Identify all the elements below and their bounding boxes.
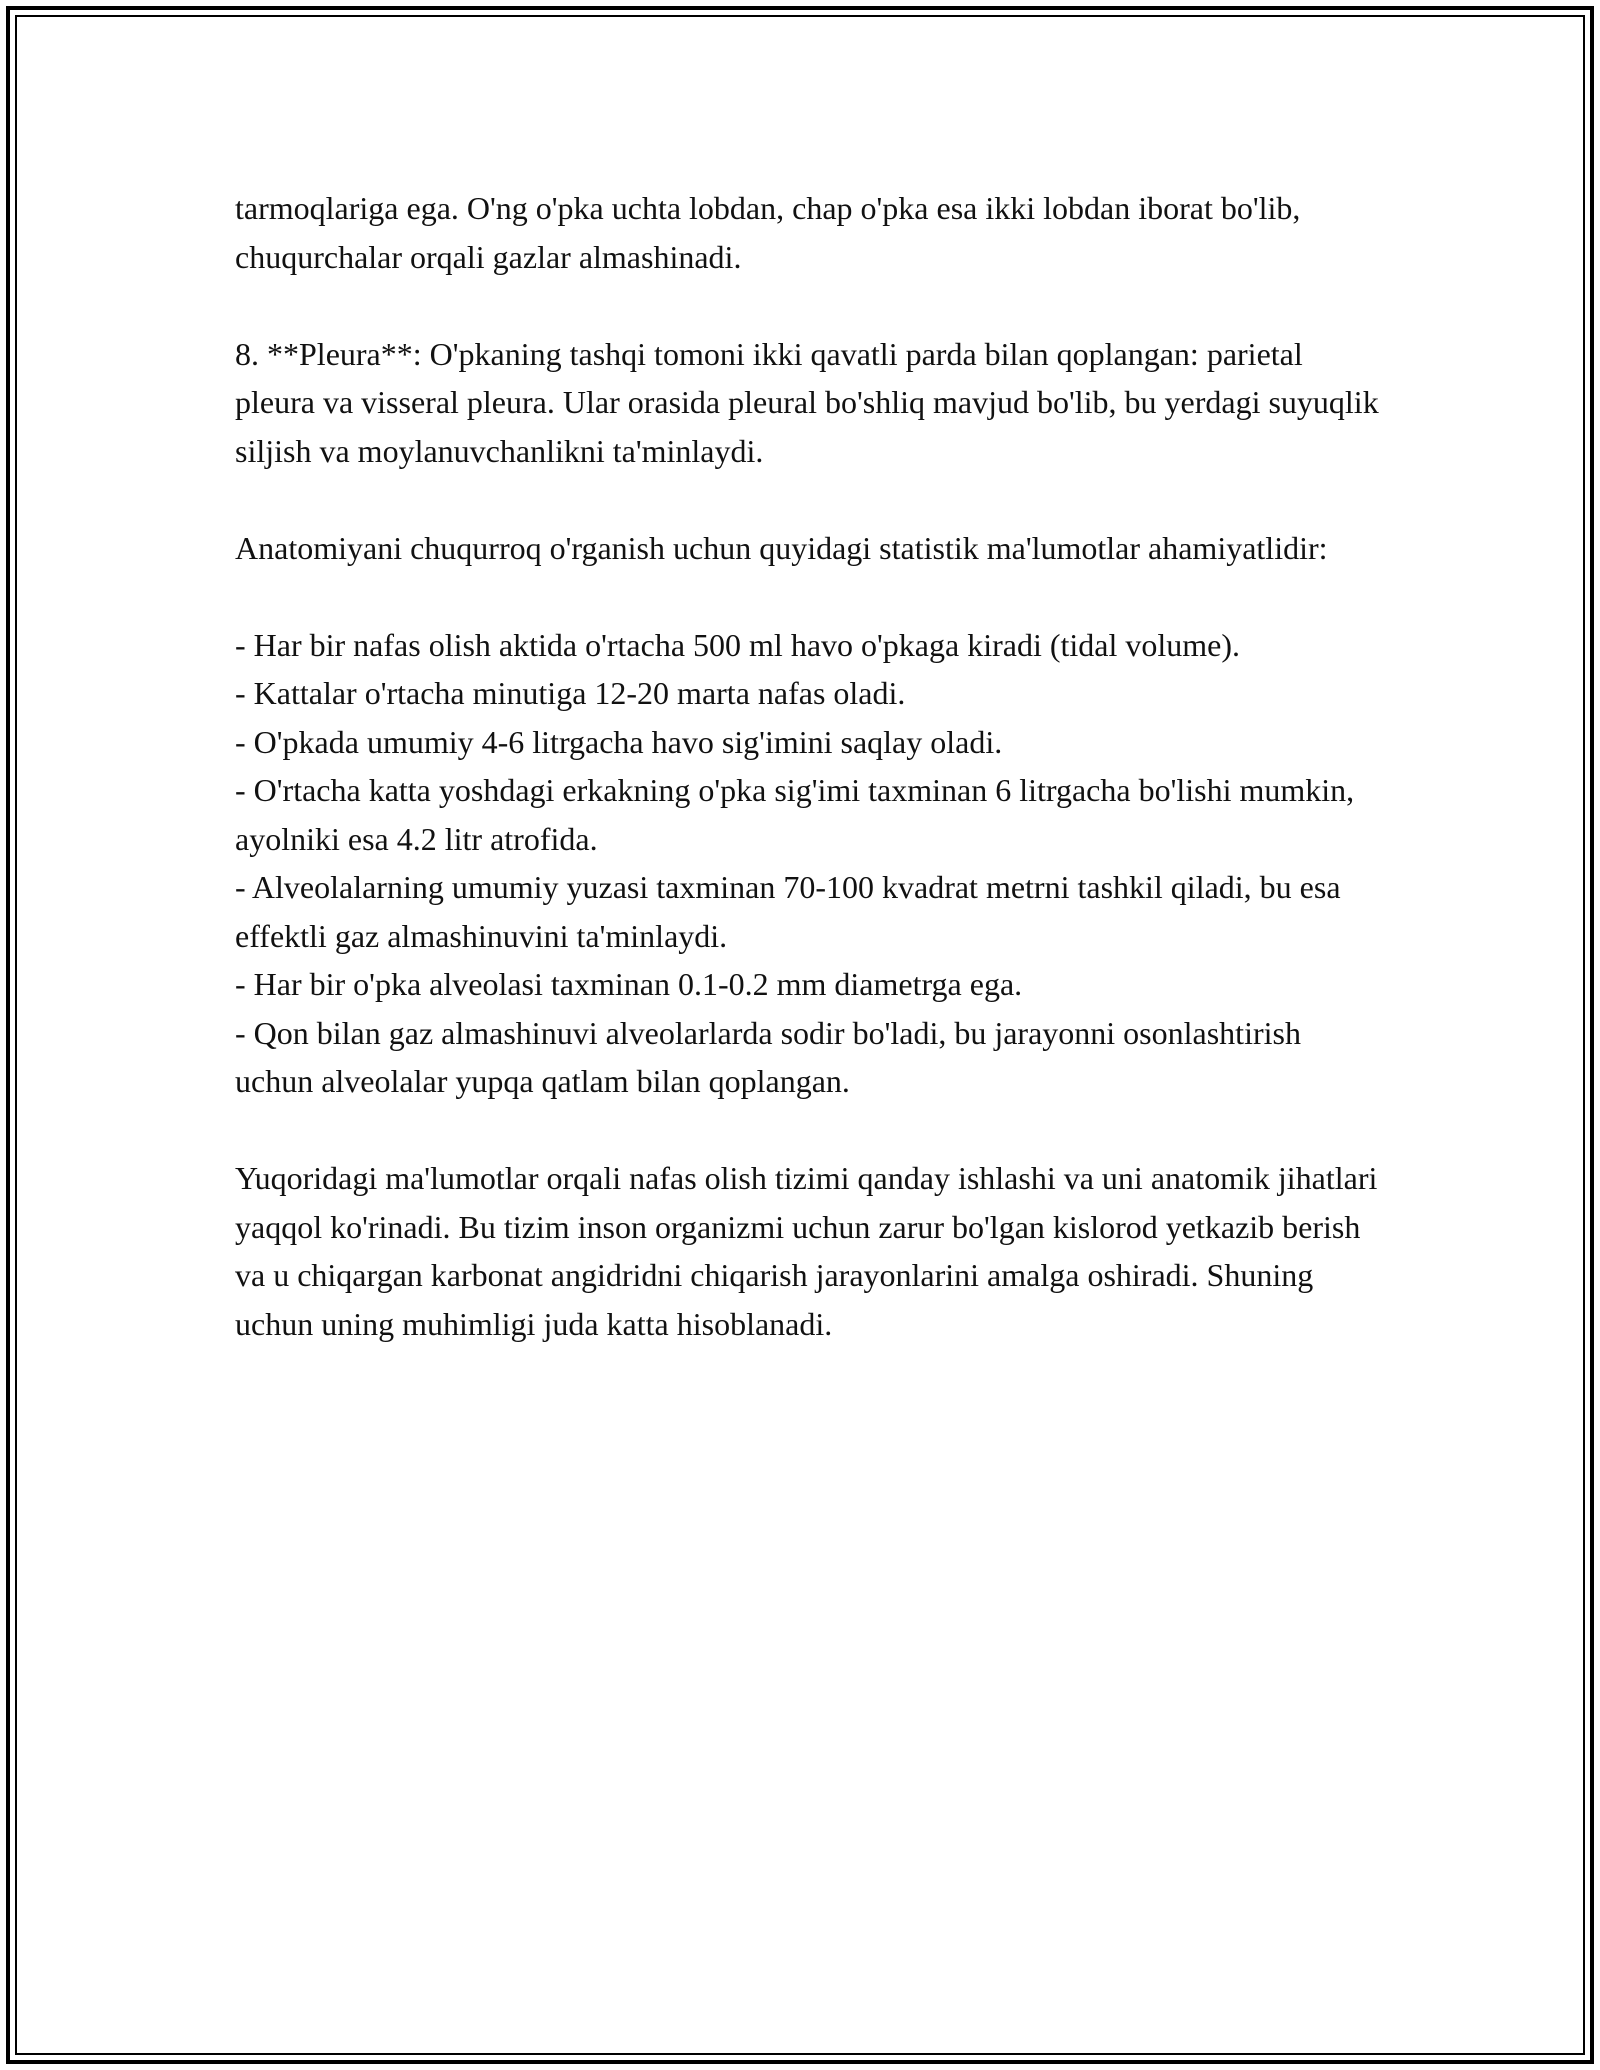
list-item: - O'rtacha katta yoshdagi erkakning o'pka sig'imi taxminan 6 litrgacha bo'lishi mumkin, ayolniki esa 4.2 litr atrofida. <box>235 772 1355 857</box>
list-item: - Har bir nafas olish aktida o'rtacha 500 ml havo o'pkaga kiradi (tidal volume). <box>235 626 1240 663</box>
paragraph-pleura: 8. **Pleura**: O'pkaning tashqi tomoni ikki qavatli parda bilan qoplangan: parietal pleura va visseral pleura. Ular orasida pleural bo'shliq mavjud bo'lib, bu yerdagi suyuqlik siljish va moylanuvchanlikni ta'minlaydi. <box>235 335 1379 469</box>
list-item: - Har bir o'pka alveolasi taxminan 0.1-0.2 mm diametrga ega. <box>235 966 1023 1002</box>
list-item: - Alveolalarning umumiy yuzasi taxminan 70-100 kvadrat metrni tashkil qiladi, bu esa effektli gaz almashinuvini ta'minlaydi. <box>235 869 1341 954</box>
list-item: - Kattalar o'rtacha minutiga 12-20 marta nafas oladi. <box>235 675 906 711</box>
paragraph-lungs-continued: tarmoqlariga ega. O'ng o'pka uchta lobdan, chap o'pka esa ikki lobdan iborat bo'lib, chuqurchalar orqali gazlar almashinadi. <box>235 190 1301 275</box>
list-item: - O'pkada umumiy 4-6 litrgacha havo sig'imini saqlay oladi. <box>235 723 1003 760</box>
document-body <box>235 184 1385 1397</box>
paragraph-statistics-intro: Anatomiyani chuqurroq o'rganish uchun quyidagi statistik ma'lumotlar ahamiyatlidir: <box>235 529 1328 566</box>
paragraph-conclusion: Yuqoridagi ma'lumotlar orqali nafas olish tizimi qanday ishlashi va uni anatomik jihatlari yaqqol ko'rinadi. Bu tizim inson organizmi uchun zarur bo'lgan kislorod yetkazib berish va u chiqargan karbonat angidridni chiqarish jarayonlarini amalga oshiradi. Shuning uchun uning muhimligi juda katta hisoblanadi. <box>235 1160 1378 1342</box>
list-item: - Qon bilan gaz almashinuvi alveolarlarda sodir bo'ladi, bu jarayonni osonlashtirish uchun alveolalar yupqa qatlam bilan qoplangan. <box>235 1014 1301 1099</box>
statistics-list <box>235 621 1385 1106</box>
